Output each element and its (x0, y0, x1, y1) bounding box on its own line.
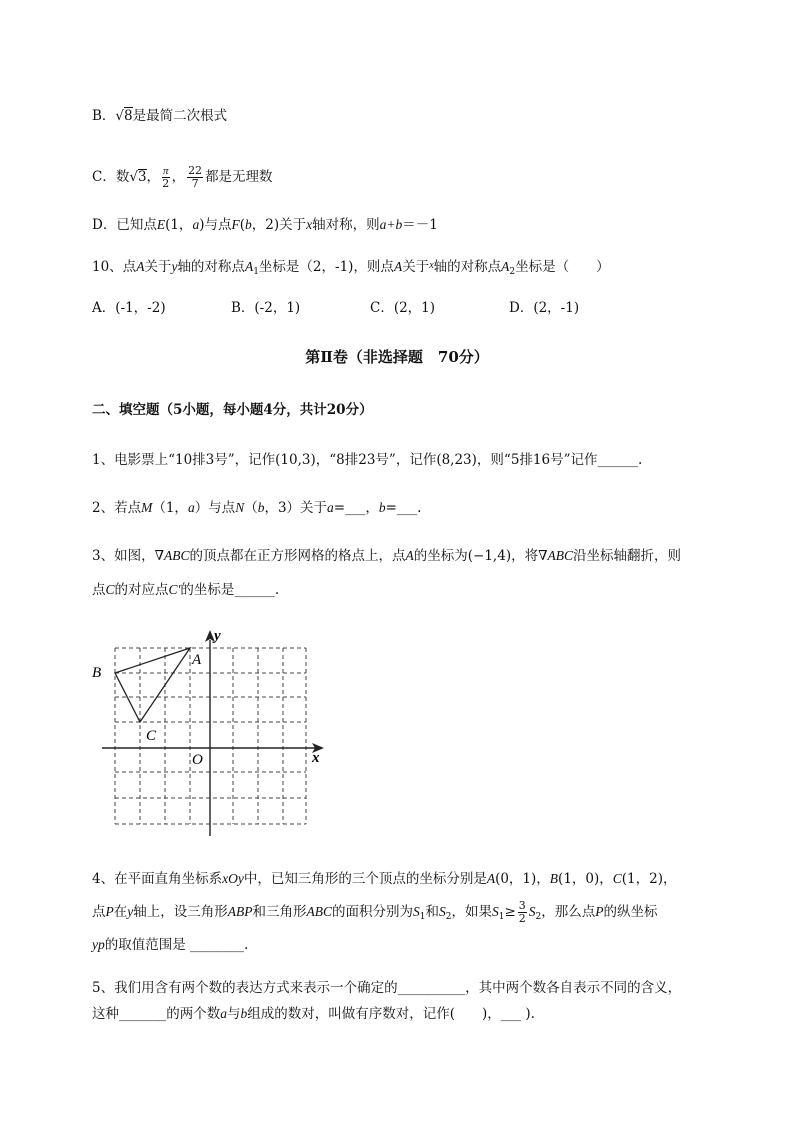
text: 的顶点都在正方形网格的格点上，点 (189, 548, 406, 564)
text: (1， (165, 217, 193, 233)
label-c: C (146, 728, 157, 744)
q9-option-c (92, 160, 273, 194)
var: b (245, 217, 252, 232)
fill-question-4-line-1 (92, 869, 677, 889)
var: a+b (379, 217, 403, 232)
var: b (240, 1006, 248, 1021)
text: ，2)关于 (251, 217, 307, 233)
var: S (413, 904, 420, 919)
text: ，3）关于 (264, 500, 328, 516)
denominator: 7 (191, 177, 199, 190)
var: C' (168, 582, 181, 597)
label-x-axis: x (312, 750, 320, 766)
fill-question-5-line-2 (92, 1004, 535, 1024)
text: 的取值范围是 ________. (104, 937, 249, 953)
numerator: 22 (188, 164, 203, 177)
option-text: 是最简二次根式 (132, 108, 228, 124)
q10-stem (92, 256, 610, 282)
text: 关于 (144, 259, 172, 275)
separator: ， (146, 169, 161, 185)
label-a: A (192, 652, 202, 668)
var: C (105, 582, 115, 597)
text: =___. (385, 500, 422, 516)
text: 的面积分别为 (332, 904, 413, 920)
q10-option-b: B．(-2，1) (231, 300, 301, 316)
subscript: 1 (419, 912, 426, 922)
option-label: C．数 (92, 169, 130, 185)
text: ，将∇ (511, 548, 548, 564)
text: ，如果 (451, 904, 492, 920)
text: ）与点 (194, 500, 236, 516)
part-title: 二、填空题（5小题，每小题4分，共计20分） (92, 402, 373, 418)
q10-option-d: D．(2，-1) (509, 300, 580, 316)
radicand: 8 (124, 108, 133, 124)
var: b (378, 500, 386, 515)
label-y-axis: y (214, 628, 221, 644)
text: 的坐标为 (413, 548, 468, 564)
var: S (438, 904, 446, 919)
var: S (528, 904, 536, 919)
q9-option-b (92, 106, 227, 126)
coordinate-grid-figure (88, 622, 338, 840)
text: 坐标是（ ） (515, 259, 610, 275)
section-title: 第Ⅱ卷（非选择题 70分） (305, 348, 489, 366)
var: A (136, 259, 145, 274)
numerator: π (163, 165, 169, 177)
var: a (187, 500, 195, 515)
text: 沿坐标轴翻折，则 (573, 548, 682, 564)
denominator: 2 (162, 177, 170, 190)
text: 与 (227, 1006, 241, 1022)
text: （1， (152, 500, 188, 516)
text: 轴上，设三角形 (133, 904, 228, 920)
text: 组成的数对，叫做有序数对，记作( )，___ ). (247, 1006, 535, 1022)
text: ，那么点 (541, 904, 596, 920)
subscript: 1 (498, 912, 505, 922)
q10-option-c: C．(2，1) (370, 300, 436, 316)
var: a (192, 217, 200, 232)
text: （ (244, 500, 258, 516)
text: 10、点 (92, 259, 137, 275)
var: ABC (306, 904, 332, 919)
text: 中，已知三角形的三个顶点的坐标分别是 (243, 871, 487, 887)
var: C (612, 871, 622, 886)
var: M (141, 500, 153, 515)
text: (1，0)， (558, 871, 613, 887)
text: 点 (92, 582, 106, 598)
text: 关于 (402, 259, 430, 275)
var: A (244, 259, 254, 274)
text: 轴对称，则 (312, 217, 380, 233)
var: A (393, 259, 403, 274)
option-text: 都是无理数 (205, 169, 273, 185)
var: P (595, 904, 604, 919)
sqrt-symbol: √ (129, 169, 138, 185)
var: a (327, 500, 334, 515)
text: 2、若点 (92, 500, 142, 516)
var: P (105, 904, 114, 919)
var: x (429, 260, 434, 271)
var: A (501, 259, 510, 274)
subscript: 1 (253, 267, 259, 277)
var: ABC (547, 548, 574, 563)
triangle-abc (115, 648, 190, 722)
var: F (231, 217, 240, 232)
var: ABC (164, 548, 190, 563)
geq-symbol: ≥ (504, 904, 516, 920)
sqrt-symbol: √ (115, 108, 125, 124)
fraction-22-over-7 (187, 165, 203, 190)
option-label: B． (92, 108, 116, 124)
var: S (491, 904, 499, 919)
var: E (156, 217, 166, 232)
text: 坐标是（2，-1)，则点 (258, 259, 394, 275)
numerator: 3 (518, 899, 526, 912)
text: 3、如图，∇ (92, 548, 165, 564)
text: ＝－1 (402, 217, 438, 233)
text: 的纵坐标 (603, 904, 658, 920)
text: )与点 (199, 217, 232, 233)
var: N (235, 500, 245, 515)
label-origin: O (192, 752, 203, 768)
text: 点 (92, 904, 106, 920)
denominator: 2 (518, 912, 526, 925)
fill-question-4-line-2 (92, 896, 658, 928)
option-label: D．已知点 (92, 217, 157, 233)
text: 和 (425, 904, 439, 920)
radicand: 3 (137, 169, 147, 185)
text: 的对应点 (114, 582, 169, 598)
var: b (257, 500, 265, 515)
fill-question-1: 1、电影票上“10排3号”，记作(10,3)，“8排23号”，记作(8,23)，则“5排16号”记作______. (92, 452, 643, 468)
label-b: B (92, 665, 102, 681)
coordinate: (−1,4) (467, 548, 512, 564)
text: ( (239, 217, 245, 233)
fill-question-5-line-1: 5、我们用含有两个数的表达方式来表示一个确定的__________，其中两个数各自表示不同的含义， (92, 980, 682, 996)
var: a (220, 1006, 227, 1021)
text: 4、在平面直角坐标系 (92, 871, 223, 887)
text: 这种_______的两个数 (92, 1006, 221, 1022)
var: B (549, 871, 559, 886)
var: A (405, 548, 414, 563)
q10-option-a: A．(-1，-2) (92, 300, 166, 316)
subscript: 2 (535, 912, 542, 922)
subscript: 2 (445, 912, 452, 922)
text: 在 (113, 904, 128, 920)
text: =___， (333, 500, 379, 516)
fraction-3-over-2 (518, 900, 527, 925)
var: A (486, 871, 496, 886)
var: ABP (227, 904, 253, 919)
fill-question-3-line-2 (92, 580, 279, 600)
var: y (127, 904, 134, 919)
subscript: 2 (509, 267, 516, 277)
text: 和三角形 (252, 904, 307, 920)
fill-question-4-line-3 (92, 935, 248, 955)
var: yp (92, 937, 105, 952)
var: y (171, 259, 178, 274)
text: 轴的对称点 (177, 259, 245, 275)
fill-question-3-line-1 (92, 546, 681, 566)
var: x (306, 217, 313, 232)
fraction-pi-over-2 (162, 165, 170, 190)
text: (1，2)， (621, 871, 677, 887)
fill-question-2 (92, 498, 421, 518)
text: (0，1)， (495, 871, 550, 887)
q9-option-d (92, 215, 438, 235)
separator: ， (171, 169, 186, 185)
text: 轴的对称点 (433, 259, 502, 275)
text: 的坐标是______. (180, 582, 280, 598)
var: xOy (222, 871, 244, 886)
